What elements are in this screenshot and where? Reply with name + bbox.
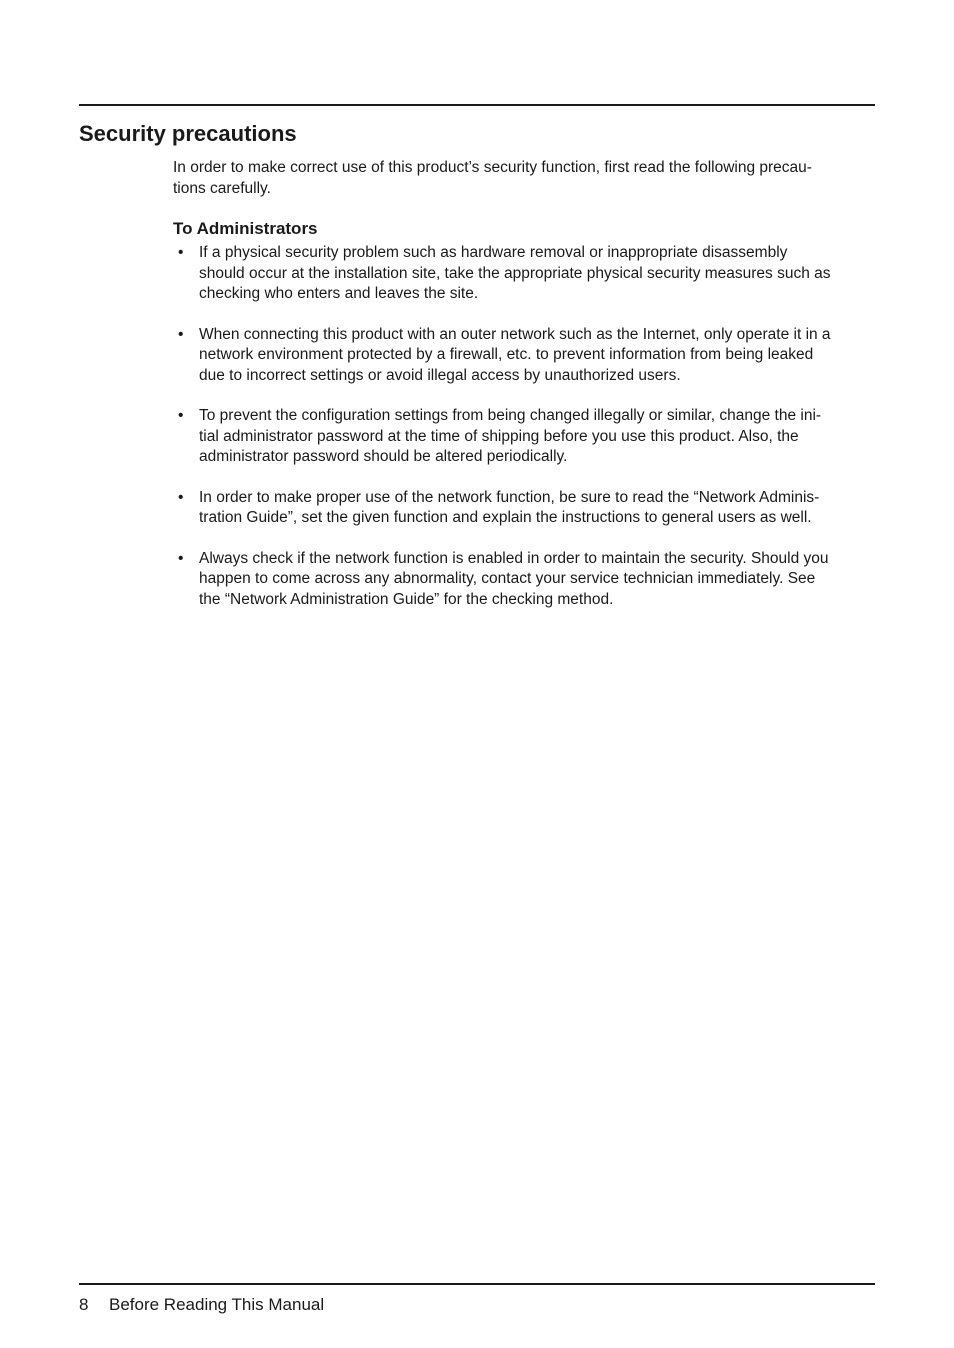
page-number: 8 [79, 1295, 89, 1314]
page-footer [79, 1294, 324, 1316]
intro-line: In order to make correct use of this product’s security function, first read the following precau- [173, 159, 812, 176]
list-item-line: Always check if the network function is enabled in order to maintain the security. Should you [199, 549, 829, 567]
bullet-icon: • [178, 549, 184, 567]
list-item-line: In order to make proper use of the network function, be sure to read the “Network Adminis- [199, 488, 820, 506]
list-item-line: To prevent the configuration settings from being changed illegally or similar, change the ini- [199, 407, 822, 424]
header-rule [79, 104, 875, 106]
bullet-icon: • [178, 407, 184, 424]
list-item [173, 406, 875, 468]
section-title: Security precautions [79, 121, 297, 146]
list-item [173, 488, 875, 529]
list-item-line: the “Network Administration Guide” for the checking method. [199, 590, 614, 608]
list-item-line: due to incorrect settings or avoid illegal access by unauthorized users. [199, 366, 681, 384]
bullet-icon: • [178, 488, 184, 506]
list-item-line: tration Guide”, set the given function and explain the instructions to general users as well. [199, 509, 812, 526]
chapter-title: Before Reading This Manual [109, 1295, 325, 1314]
intro-line: tions carefully. [173, 179, 271, 197]
list-item-line: checking who enters and leaves the site. [199, 285, 479, 302]
list-item-line: administrator password should be altered periodically. [199, 448, 568, 465]
list-item-line: happen to come across any abnormality, contact your service technician immediately. See [199, 570, 816, 587]
list-item-line: network environment protected by a firewall, etc. to prevent information from being leaked [199, 346, 814, 363]
list-item [173, 549, 875, 611]
bullet-icon: • [178, 244, 184, 261]
list-item-line: When connecting this product with an outer network such as the Internet, only operate it in a [199, 325, 831, 343]
list-item [173, 325, 875, 387]
list-item-line: tial administrator password at the time of shipping before you use this product. Also, the [199, 427, 799, 445]
list-item-line: should occur at the installation site, take the appropriate physical security measures such as [199, 264, 831, 282]
list-item [173, 243, 875, 305]
list-item-line: If a physical security problem such as hardware removal or inappropriate disassembly [199, 244, 788, 261]
administrator-precautions-list [173, 243, 875, 630]
footer-rule [79, 1283, 875, 1285]
administrators-heading: To Administrators [173, 219, 318, 238]
bullet-icon: • [178, 325, 184, 343]
intro-paragraph [173, 158, 873, 199]
